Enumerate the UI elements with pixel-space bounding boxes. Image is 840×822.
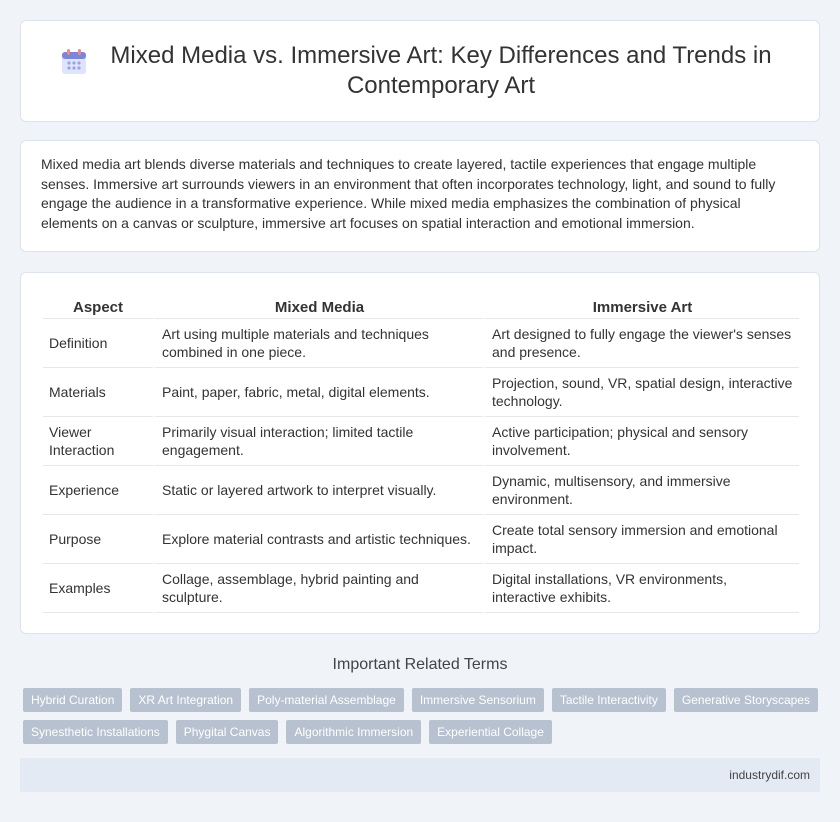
tag-poly-material-assemblage[interactable]: Poly-material Assemblage bbox=[249, 688, 404, 712]
immersive-art-cell: Active participation; physical and sensory involvement. bbox=[483, 417, 799, 466]
tag-experiential-collage[interactable]: Experiential Collage bbox=[429, 720, 552, 744]
comparison-table-card bbox=[20, 272, 820, 634]
mixed-media-cell: Art using multiple materials and techniques combined in one piece. bbox=[153, 319, 483, 368]
mixed-media-cell: Static or layered artwork to interpret visually. bbox=[153, 466, 483, 515]
footer bbox=[20, 758, 820, 792]
related-terms-title: Important Related Terms bbox=[332, 656, 508, 673]
intro-paragraph: Mixed media art blends diverse materials and techniques to create layered, tactile experiences that engage multiple senses. Immersive art surrounds viewers in an environment that often incorporates technology, light, and sound to fully engage the audience in a transformative experience. While mixed media emphasizes the combination of physical elements on a canvas or sculpture, immersive art focuses on spatial interaction and emotional immersion. bbox=[41, 156, 776, 231]
immersive-art-cell: Projection, sound, VR, spatial design, interactive technology. bbox=[483, 368, 799, 417]
tag-generative-storyscapes[interactable]: Generative Storyscapes bbox=[674, 688, 818, 712]
aspect-cell: Materials bbox=[43, 368, 153, 417]
title-wrap bbox=[50, 41, 790, 101]
aspect-cell: Definition bbox=[43, 319, 153, 368]
header-mixed-media: Mixed Media bbox=[153, 291, 483, 319]
footer-site-link[interactable]: industrydif.com bbox=[729, 768, 810, 782]
aspect-cell: Experience bbox=[43, 466, 153, 515]
header-immersive-art: Immersive Art bbox=[483, 291, 799, 319]
tag-row bbox=[23, 688, 823, 712]
aspect-cell: Examples bbox=[43, 564, 153, 613]
table-row bbox=[43, 515, 799, 564]
table-row bbox=[43, 368, 799, 417]
mixed-media-cell: Paint, paper, fabric, metal, digital elements. bbox=[153, 368, 483, 417]
header-card bbox=[20, 20, 820, 122]
aspect-cell: Purpose bbox=[43, 515, 153, 564]
tag-algorithmic-immersion[interactable]: Algorithmic Immersion bbox=[286, 720, 421, 744]
header-aspect: Aspect bbox=[43, 291, 153, 319]
tag-xr-art-integration[interactable]: XR Art Integration bbox=[130, 688, 241, 712]
tag-hybrid-curation[interactable]: Hybrid Curation bbox=[23, 688, 122, 712]
page-title: Mixed Media vs. Immersive Art: Key Differences and Trends in Contemporary Art bbox=[110, 42, 772, 99]
immersive-art-cell: Digital installations, VR environments, interactive exhibits. bbox=[483, 564, 799, 613]
mixed-media-cell: Collage, assemblage, hybrid painting and sculpture. bbox=[153, 564, 483, 613]
immersive-art-cell: Dynamic, multisensory, and immersive environment. bbox=[483, 466, 799, 515]
table-row bbox=[43, 417, 799, 466]
tag-phygital-canvas[interactable]: Phygital Canvas bbox=[176, 720, 279, 744]
immersive-art-cell: Create total sensory immersion and emotional impact. bbox=[483, 515, 799, 564]
comparison-table bbox=[43, 291, 799, 613]
tag-immersive-sensorium[interactable]: Immersive Sensorium bbox=[412, 688, 544, 712]
tag-tactile-interactivity[interactable]: Tactile Interactivity bbox=[552, 688, 666, 712]
table-row bbox=[43, 466, 799, 515]
tag-row bbox=[23, 720, 823, 744]
aspect-cell: Viewer Interaction bbox=[43, 417, 153, 466]
mixed-media-cell: Explore material contrasts and artistic techniques. bbox=[153, 515, 483, 564]
mixed-media-cell: Primarily visual interaction; limited tactile engagement. bbox=[153, 417, 483, 466]
table-row bbox=[43, 319, 799, 368]
immersive-art-cell: Art designed to fully engage the viewer's senses and presence. bbox=[483, 319, 799, 368]
related-terms-tags bbox=[23, 688, 823, 752]
tag-synesthetic-installations[interactable]: Synesthetic Installations bbox=[23, 720, 168, 744]
table-header-row bbox=[43, 291, 799, 319]
calendar-icon bbox=[59, 47, 89, 77]
table-row bbox=[43, 564, 799, 613]
intro-card bbox=[20, 140, 820, 252]
